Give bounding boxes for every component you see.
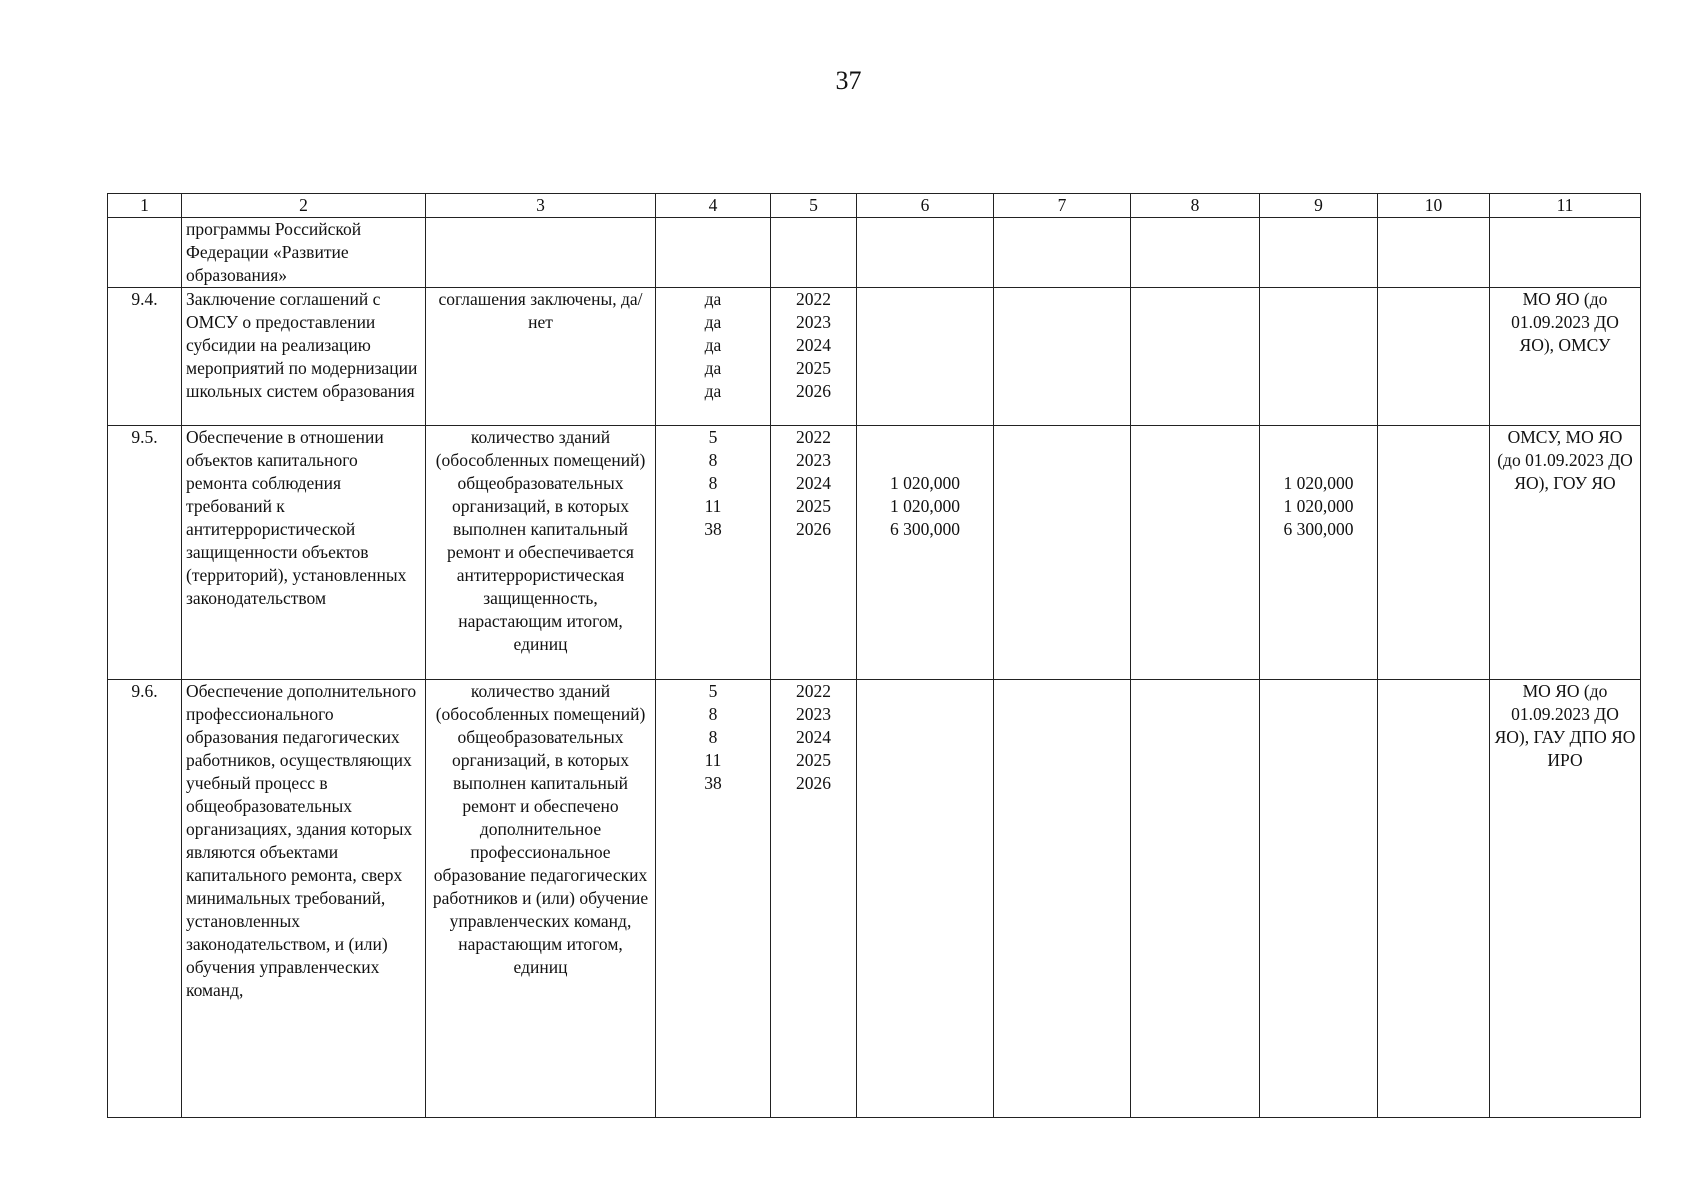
indicator-value: 8 xyxy=(708,473,718,493)
year: 2026 xyxy=(796,773,831,793)
table-row xyxy=(108,426,1641,680)
indicator-value: 5 xyxy=(708,427,718,447)
year: 2023 xyxy=(796,704,831,724)
row-id: 9.4. xyxy=(108,288,182,426)
program-activities-table xyxy=(107,193,1641,1118)
executor: ОМСУ, МО ЯО (до 01.09.2023 ДО ЯО), ГОУ ЯО xyxy=(1490,426,1641,680)
activity-name: Заключение соглашений с ОМСУ о предоставлении субсидии на реализацию мероприятий по модернизации школьных систем образования xyxy=(182,288,426,426)
indicator-text: количество зданий (обособленных помещений) общеобразовательных организаций, в которых выполнен капитальный ремонт и обеспечено дополнительное профессиональное образование педагогических работников и (или) обучение управленческих команд, нарастающим итогом, единиц xyxy=(426,680,656,1118)
column-number: 2 xyxy=(182,194,426,218)
column-number: 8 xyxy=(1131,194,1260,218)
continuation-row xyxy=(108,218,1641,288)
indicator-value: да xyxy=(704,289,722,309)
funding-value xyxy=(1264,426,1373,449)
funding-value: 1 020,000 xyxy=(1283,473,1354,493)
funding-value: 6 300,000 xyxy=(1283,519,1354,539)
year: 2022 xyxy=(796,427,831,447)
funding-value: 1 020,000 xyxy=(1283,496,1354,516)
funding-value: 6 300,000 xyxy=(890,519,960,539)
row-id: 9.6. xyxy=(108,680,182,1118)
indicator-value: 11 xyxy=(704,750,722,770)
year: 2024 xyxy=(796,473,831,493)
indicator-value: 8 xyxy=(708,704,718,724)
year: 2024 xyxy=(796,335,831,355)
funding-value: 1 020,000 xyxy=(890,473,960,493)
column-number: 9 xyxy=(1260,194,1378,218)
column-number: 3 xyxy=(426,194,656,218)
year: 2026 xyxy=(796,519,831,539)
table-row xyxy=(108,680,1641,1118)
column-number: 1 xyxy=(108,194,182,218)
funding-value xyxy=(861,449,989,472)
year: 2025 xyxy=(796,358,831,378)
indicator-value: 8 xyxy=(708,450,718,470)
year: 2022 xyxy=(796,681,831,701)
column-number: 5 xyxy=(771,194,857,218)
executor: МО ЯО (до 01.09.2023 ДО ЯО), ОМСУ xyxy=(1490,288,1641,426)
years xyxy=(771,680,857,1118)
indicator-value: 11 xyxy=(704,496,722,516)
year: 2023 xyxy=(796,450,831,470)
indicator-text: соглашения заключены, да/нет xyxy=(426,288,656,426)
funding-value xyxy=(861,426,989,449)
activity-name: Обеспечение в отношении объектов капитального ремонта соблюдения требований к антитеррористической защищенности объектов (территорий), установленных законодательством xyxy=(182,426,426,680)
row-id: 9.5. xyxy=(108,426,182,680)
activity-name: программы Российской Федерации «Развитие образования» xyxy=(182,218,426,288)
indicator-value: 8 xyxy=(708,727,718,747)
column-number: 7 xyxy=(994,194,1131,218)
column-number: 4 xyxy=(656,194,771,218)
indicator-text: количество зданий (обособленных помещений) общеобразовательных организаций, в которых выполнен капитальный ремонт и обеспечивается антитеррористическая защищенность, нарастающим итогом, единиц xyxy=(426,426,656,680)
funding-value: 1 020,000 xyxy=(890,496,960,516)
executor: МО ЯО (до 01.09.2023 ДО ЯО), ГАУ ДПО ЯО ИРО xyxy=(1490,680,1641,1118)
indicator-values xyxy=(656,426,771,680)
year: 2025 xyxy=(796,750,831,770)
column-number-row xyxy=(108,194,1641,218)
years xyxy=(771,426,857,680)
indicator-values xyxy=(656,288,771,426)
year: 2022 xyxy=(796,289,831,309)
indicator-values xyxy=(656,680,771,1118)
indicator-value: да xyxy=(704,381,722,401)
page-number: 37 xyxy=(835,66,862,95)
table-row xyxy=(108,288,1641,426)
year: 2023 xyxy=(796,312,831,332)
column-number: 10 xyxy=(1378,194,1490,218)
funding-value xyxy=(1264,449,1373,472)
activity-name: Обеспечение дополнительного профессионального образования педагогических работников, осуществляющих учебный процесс в общеобразовательных организациях, здания которых являются объектами капитального ремонта, сверх минимальных требований, установленных законодательством, и (или) обучения управленческих команд, xyxy=(182,680,426,1118)
year: 2026 xyxy=(796,381,831,401)
row-id xyxy=(108,218,182,288)
column-number: 11 xyxy=(1490,194,1641,218)
indicator-value: да xyxy=(704,335,722,355)
year: 2024 xyxy=(796,727,831,747)
indicator-value: 5 xyxy=(708,681,718,701)
funding-total xyxy=(857,426,994,680)
indicator-value: 38 xyxy=(704,773,722,793)
indicator-value: 38 xyxy=(704,519,722,539)
indicator-value: да xyxy=(704,358,722,378)
indicator-value: да xyxy=(704,312,722,332)
year: 2025 xyxy=(796,496,831,516)
column-number: 6 xyxy=(857,194,994,218)
funding-source xyxy=(1260,426,1378,680)
years xyxy=(771,288,857,426)
